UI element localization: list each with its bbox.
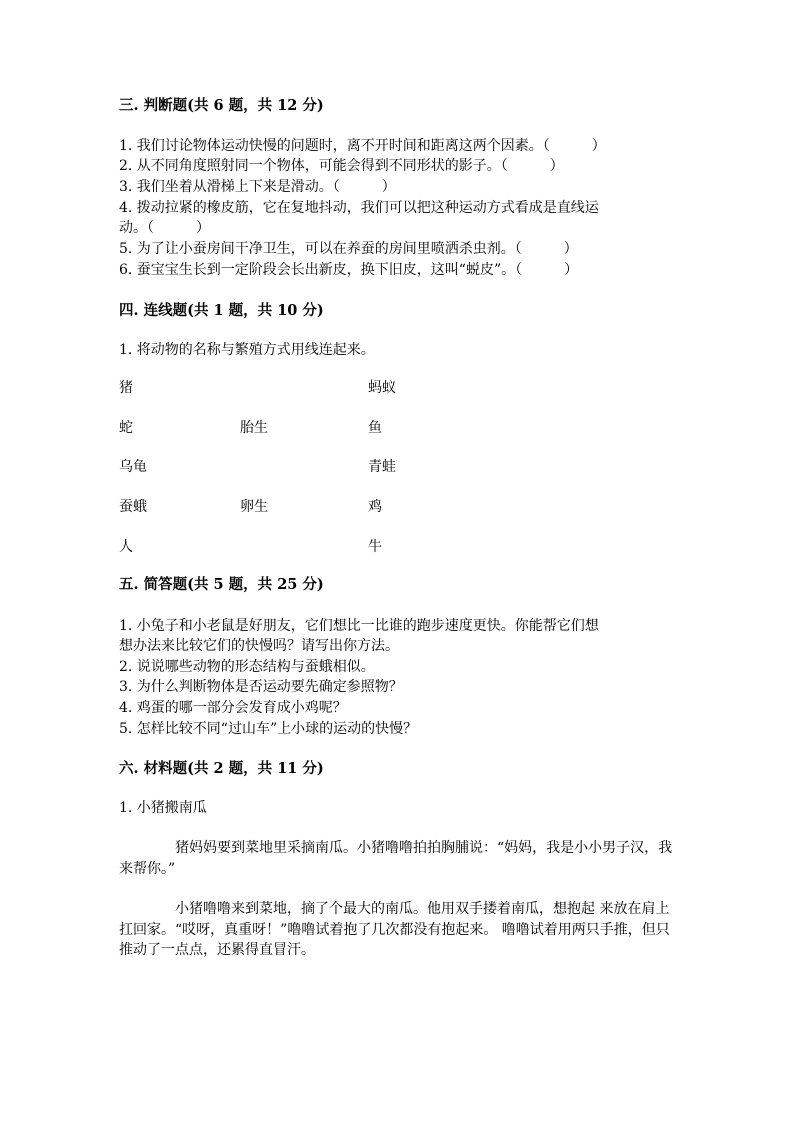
animal-left-4: 蚕蛾 bbox=[119, 499, 147, 515]
animal-left-2: 蛇 bbox=[119, 420, 133, 436]
judgment-item-4: 4. 拨动拉紧的橡皮筋，它在复地抖动，我们可以把这种运动方式看成是直线运 bbox=[119, 200, 599, 216]
animal-left-5: 人 bbox=[119, 539, 133, 555]
animal-right-1: 蚂蚁 bbox=[368, 380, 396, 396]
animal-right-2: 鱼 bbox=[368, 420, 382, 436]
material-paragraph-1-text: 猪妈妈要到菜地里采摘南瓜。小猪噜噜拍拍胸脯说：“妈妈，我是小小男子汉，我来帮你。” bbox=[119, 840, 673, 877]
matching-question: 1. 将动物的名称与繁殖方式用线连起来。 bbox=[119, 342, 375, 358]
material-paragraph-2-text: 小猪噜噜来到菜地，摘了个最大的南瓜。他用双手搂着南瓜，想抱起 来放在肩上扛回家。“哎呀，真重呀！”噜噜试着抱了几次都没有抱起来。 噜噜试着用两只手推，但只推动了一点点，还累得直冒汗。 bbox=[119, 901, 670, 958]
section-3-heading: 三. 判断题(共 6 题，共 12 分) bbox=[119, 97, 324, 114]
short-answer-1-cont: 想办法来比较它们的快慢吗？请写出你方法。 bbox=[119, 638, 399, 654]
animal-right-5: 牛 bbox=[368, 539, 382, 555]
reproduction-viviparous: 胎生 bbox=[240, 420, 268, 436]
animal-right-3: 青蛙 bbox=[368, 459, 396, 475]
judgment-item-5: 5. 为了让小蚕房间干净卫生，可以在养蚕的房间里喷洒杀虫剂。（ ） bbox=[119, 241, 578, 257]
section-4-heading: 四. 连线题(共 1 题，共 10 分) bbox=[119, 302, 324, 319]
reproduction-oviparous: 卵生 bbox=[240, 499, 268, 515]
short-answer-3: 3. 为什么判断物体是否运动要先确定参照物？ bbox=[119, 679, 403, 695]
animal-left-1: 猪 bbox=[119, 380, 133, 396]
animal-left-3: 乌龟 bbox=[119, 459, 147, 475]
animal-right-4: 鸡 bbox=[368, 499, 382, 515]
material-paragraph-1 bbox=[119, 838, 679, 879]
judgment-item-6: 6. 蚕宝宝生长到一定阶段会长出新皮，换下旧皮，这叫“蜕皮”。（ ） bbox=[119, 262, 579, 278]
short-answer-2: 2. 说说哪些动物的形态结构与蚕蛾相似。 bbox=[119, 659, 375, 675]
section-6-heading: 六. 材料题(共 2 题，共 11 分) bbox=[119, 760, 324, 777]
section-5-heading: 五. 简答题(共 5 题，共 25 分) bbox=[119, 576, 324, 593]
judgment-item-3: 3. 我们坐着从滑梯上下来是滑动。（ ） bbox=[119, 179, 396, 195]
short-answer-4: 4. 鸡蛋的哪一部分会发育成小鸡呢？ bbox=[119, 700, 347, 716]
judgment-item-1: 1. 我们讨论物体运动快慢的问题时，离不开时间和距离这两个因素。（ ） bbox=[119, 138, 606, 154]
short-answer-5: 5. 怎样比较不同“过山车”上小球的运动的快慢？ bbox=[119, 721, 418, 737]
judgment-item-2: 2. 从不同角度照射同一个物体，可能会得到不同形状的影子。（ ） bbox=[119, 158, 564, 174]
material-paragraph-2 bbox=[119, 899, 679, 961]
material-title: 1. 小猪搬南瓜 bbox=[119, 800, 207, 816]
short-answer-1: 1. 小兔子和小老鼠是好朋友，它们想比一比谁的跑步速度更快。你能帮它们想 bbox=[119, 618, 599, 634]
judgment-item-4-cont: 动。（ ） bbox=[119, 220, 210, 236]
